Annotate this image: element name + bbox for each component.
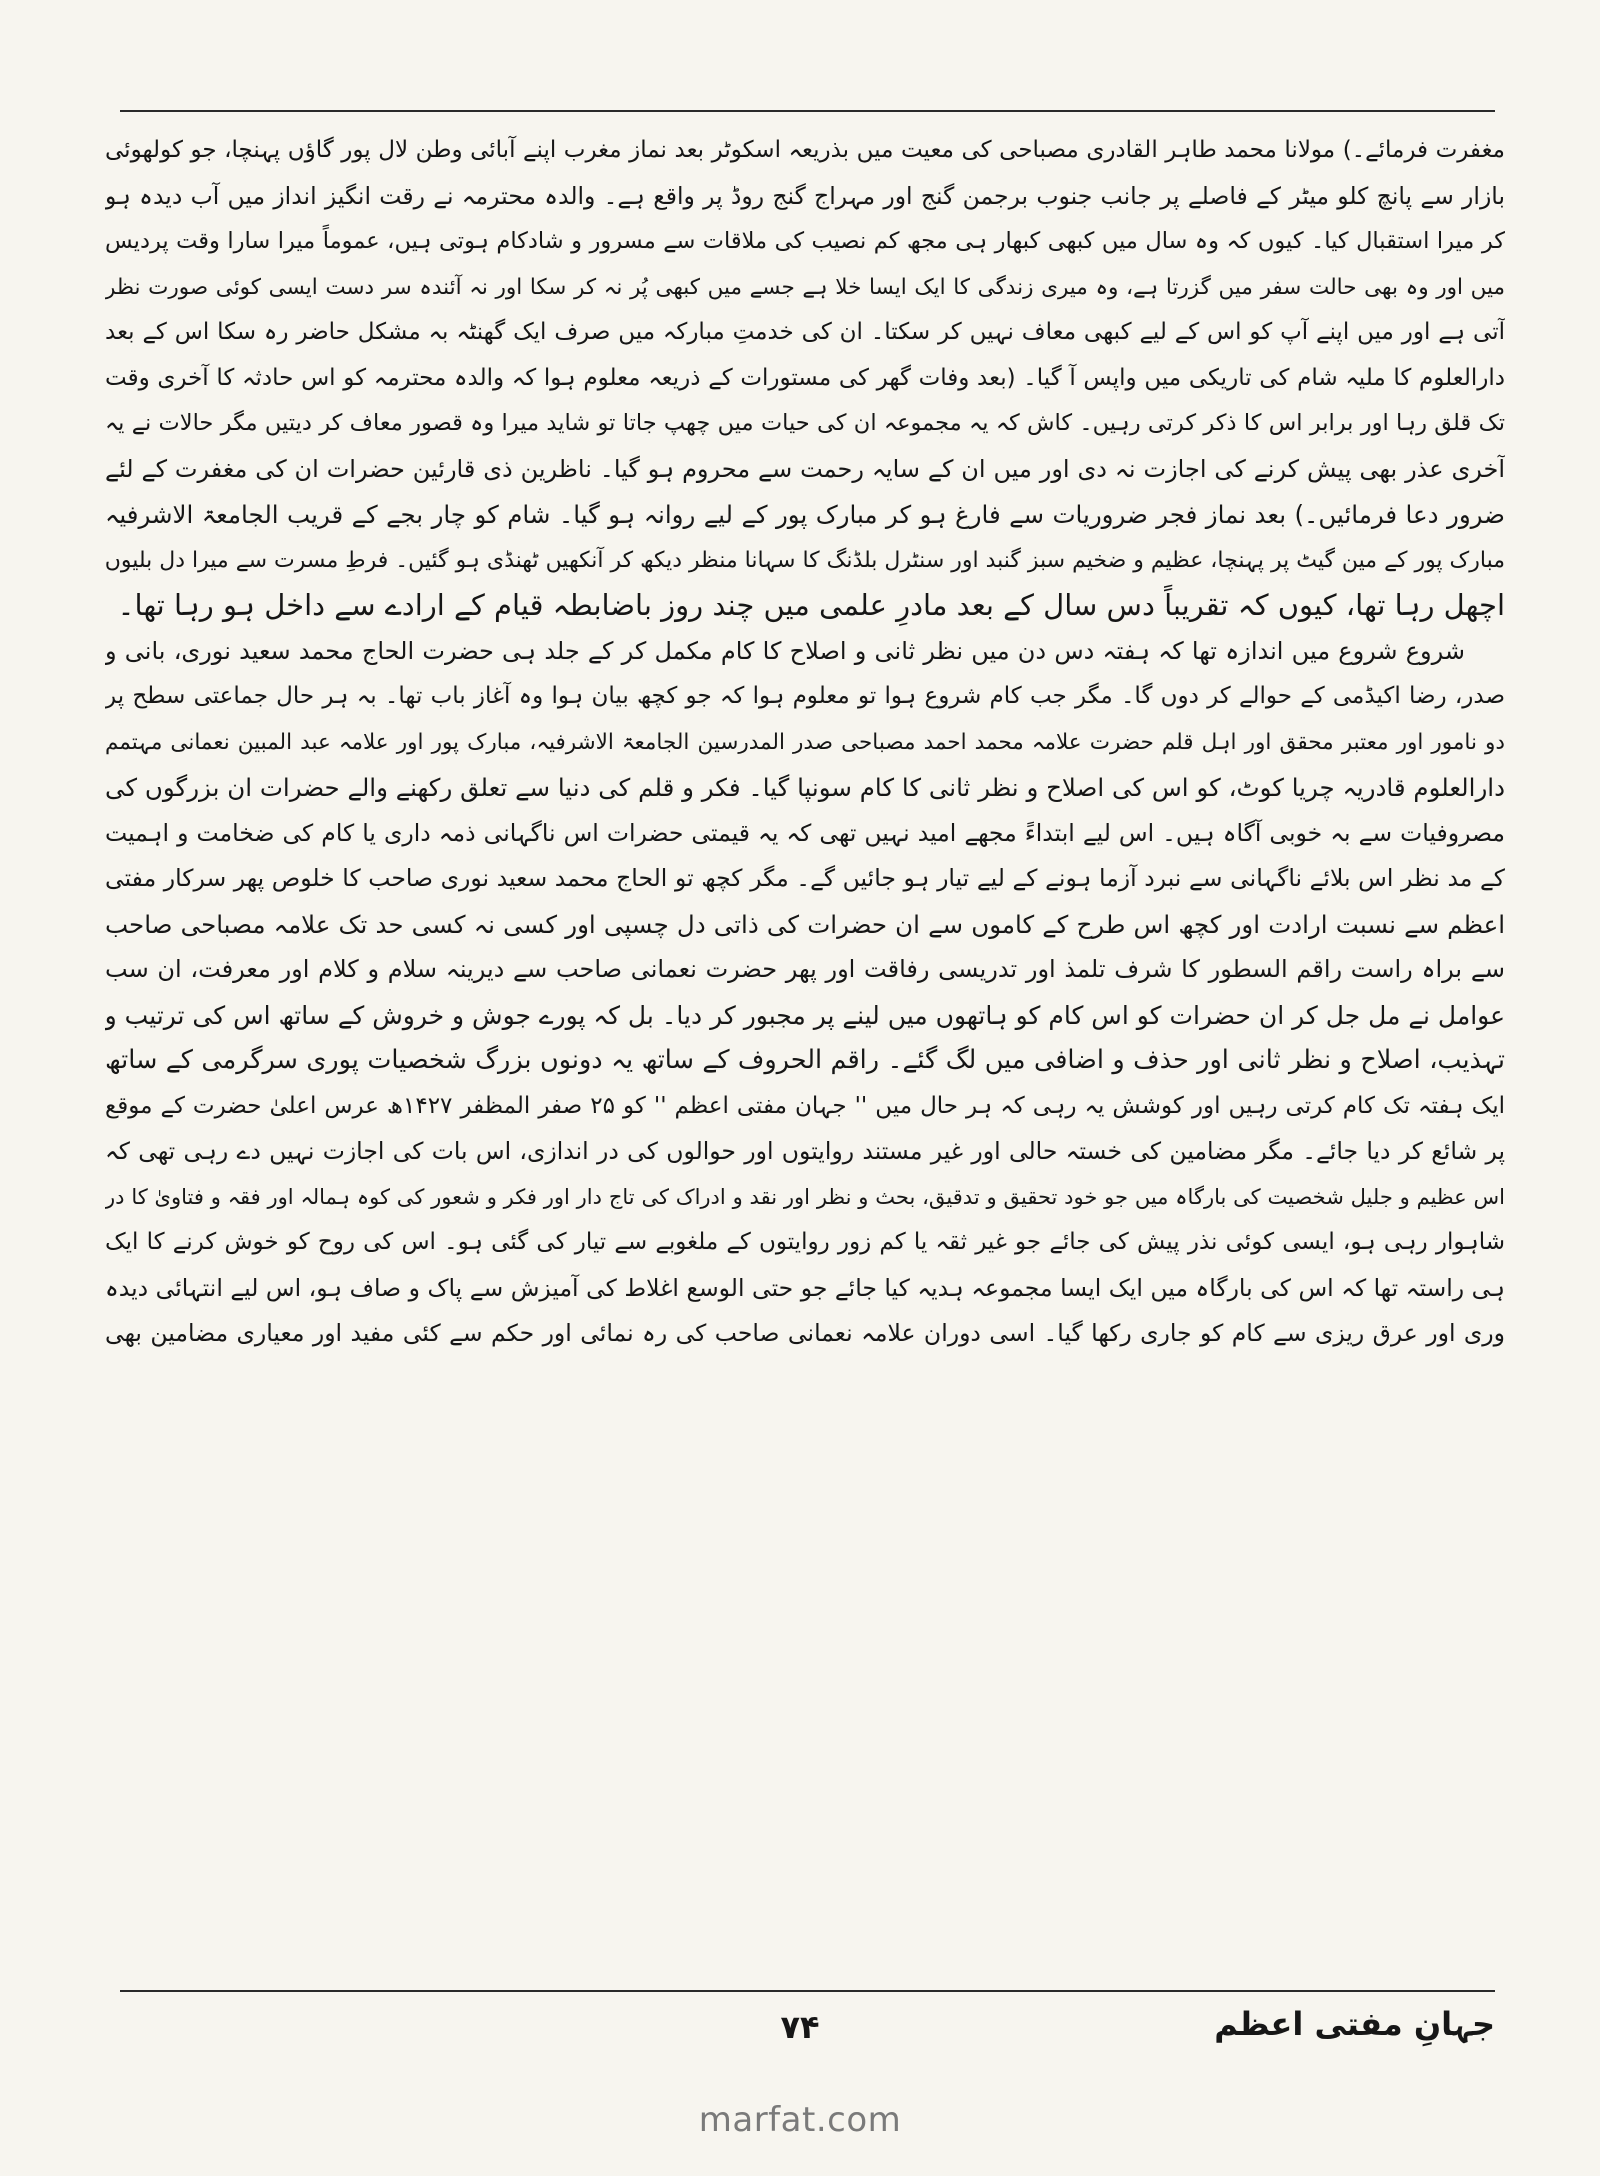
page-number: ۷۴ [780, 2008, 820, 2046]
text-line: ایک ہفتہ تک کام کرتی رہیں اور کوشش یہ رہی کہ ہر حال میں '' جہان مفتی اعظم '' کو ۲۵ صفر المظفر ۱۴۲۷ھ عرس اعلیٰ حضرت کے موقع [105, 1092, 1505, 1119]
text-line: بازار سے پانچ کلو میٹر کے فاصلے پر جانب جنوب برجمن گنج اور مہراج گنج روڈ پر واقع ہے۔ والدہ محترمہ نے رقت انگیز انداز میں آب دیدہ ہو [105, 181, 1505, 210]
body-text [105, 128, 1505, 1357]
top-rule [120, 110, 1495, 112]
text-line: کر میرا استقبال کیا۔ کیوں کہ وہ سال میں کبھی کبھار ہی مجھ کم نصیب کی ملاقات سے مسرور و شادکام ہوتی ہیں، عموماً میرا سارا وقت پردیس [105, 228, 1505, 254]
site-watermark: marfat.com [698, 2100, 902, 2140]
text-line: اعظم سے نسبت ارادت اور کچھ اس طرح کے کاموں سے ان حضرات کی ذاتی دل چسپی اور کسی نہ کسی حد تک علامہ مصباحی صاحب [105, 909, 1505, 939]
running-footer-title: جہانِ مفتی اعظم [1214, 2005, 1495, 2043]
text-line: کے مد نظر اس بلائے ناگہانی سے نبرد آزما ہونے کے لیے تیار ہو جائیں گے۔ مگر کچھ تو الحاج محمد سعید نوری صاحب کا خلوص پھر سرکار مفتی [105, 864, 1505, 892]
text-line: شاہوار رہی ہو، ایسی کوئی نذر پیش کی جائے جو غیر ثقہ یا کم زور روایتوں کے ملغوبے سے تیار کی گئی ہو۔ اس کی روح کو خوش کرنے کا ایک [105, 1229, 1505, 1255]
text-line: سے براہ راست راقم السطور کا شرف تلمذ اور تدریسی رفاقت اور پھر حضرت نعمانی صاحب سے دیرینہ سلام و کلام اور معرفت، ان سب [105, 955, 1505, 983]
text-line: میں اور وہ بھی حالت سفر میں گزرتا ہے، وہ میری زندگی کا ایک ایسا خلا ہے جسے میں کبھی پُر نہ کر سکا اور نہ آئندہ سر دست ایسی کوئی صورت نظر [105, 274, 1505, 300]
text-line: اچھل رہا تھا، کیوں کہ تقریباً دس سال کے بعد مادرِ علمی میں چند روز باضابطہ قیام کے ارادے سے داخل ہو رہا تھا۔ [117, 588, 1505, 622]
text-line: اس عظیم و جلیل شخصیت کی بارگاہ میں جو خود تحقیق و تدقیق، بحث و نظر اور نقد و ادراک کی تاج دار اور فکر و شعور کی کوہ ہمالہ اور فقہ و فتاویٰ کا در [105, 1184, 1505, 1209]
text-line: عوامل نے مل جل کر ان حضرات کو اس کام کو ہاتھوں میں لینے پر مجبور کر دیا۔ بل کہ پورے جوش و خروش کے ساتھ اس کی ترتیب و [105, 1000, 1505, 1030]
text-line: تک قلق رہا اور برابر اس کا ذکر کرتی رہیں۔ کاش کہ یہ مجموعہ ان کی حیات میں چھپ جاتا تو شاید میرا وہ قصور معاف کر دیتیں مگر حالات نے یہ [105, 410, 1505, 436]
text-line: مصروفیات سے بہ خوبی آگاہ ہیں۔ اس لیے ابتداءً مجھے امید نہیں تھی کہ یہ قیمتی حضرات اس ناگہانی ذمہ داری یا کام کی ضخامت و اہمیت [105, 818, 1505, 847]
text-line: آتی ہے اور میں اپنے آپ کو اس کے لیے کبھی معاف نہیں کر سکتا۔ ان کی خدمتِ مبارکہ میں صرف ایک گھنٹہ بہ مشکل حاضر رہ سکا اس کے بعد [105, 319, 1505, 345]
paragraph-start-line: شروع شروع میں اندازہ تھا کہ ہفتہ دس دن میں نظر ثانی و اصلاح کا کام مکمل کر کے جلد ہی حضرت الحاج محمد سعید نوری، بانی و [105, 636, 1465, 665]
text-line: دو نامور اور معتبر محقق اور اہل قلم حضرت علامہ محمد احمد مصباحی صدر المدرسین الجامعۃ الاشرفیہ، مبارک پور اور علامہ عبد المبین نعمانی مہتمم [105, 729, 1505, 755]
text-line: دارالعلوم کا ملیہ شام کی تاریکی میں واپس آ گیا۔ (بعد وفات گھر کی مستورات کے ذریعہ معلوم ہوا کہ والدہ محترمہ کو اس حادثہ کا آخری وقت [105, 364, 1505, 391]
text-line: مغفرت فرمائے۔) مولانا محمد طاہر القادری مصباحی کی معیت میں بذریعہ اسکوٹر بعد نماز مغرب اپنے آبائی وطن لال پور گاؤں پہنچا، جو کولھوئی [105, 137, 1505, 163]
text-line: دارالعلوم قادریہ چریا کوٹ، کو اس کی اصلاح و نظر ثانی کا کام سونپا گیا۔ فکر و قلم کی دنیا سے تعلق رکھنے والے حضرات ان بزرگوں کی [105, 773, 1505, 802]
text-line: مبارک پور کے مین گیٹ پر پہنچا، عظیم و ضخیم سبز گنبد اور سنٹرل بلڈنگ کا سہانا منظر دیکھ کر آنکھیں ٹھنڈی ہو گئیں۔ فرطِ مسرت سے میرا دل بلیوں [105, 547, 1505, 573]
text-line: صدر، رضا اکیڈمی کے حوالے کر دوں گا۔ مگر جب کام شروع ہوا تو معلوم ہوا کہ جو کچھ بیان ہوا وہ آغاز باب تھا۔ بہ ہر حال جماعتی سطح پر [105, 683, 1505, 709]
text-line: آخری عذر بھی پیش کرنے کی اجازت نہ دی اور میں ان کے سایہ رحمت سے محروم ہو گیا۔ ناظرین ذی قارئین حضرات ان کی مغفرت کے لئے [105, 454, 1505, 483]
text-line: ہی راستہ تھا کہ اس کی بارگاہ میں ایک ایسا مجموعہ ہدیہ کیا جائے جو حتی الوسع اغلاط کی آمیزش سے پاک و صاف ہو، اس لیے انتہائی دیدہ [105, 1273, 1505, 1302]
bottom-rule [120, 1990, 1495, 1992]
text-line: تہذیب، اصلاح و نظر ثانی اور حذف و اضافی میں لگ گئے۔ راقم الحروف کے ساتھ یہ دونوں بزرگ شخصیات پوری سرگرمی کے ساتھ [105, 1045, 1505, 1075]
text-line: ضرور دعا فرمائیں۔) بعد نماز فجر ضروریات سے فارغ ہو کر مبارک پور کے لیے روانہ ہو گیا۔ شام کو چار بجے کے قریب الجامعۃ الاشرفیہ [105, 500, 1505, 529]
text-line: وری اور عرق ریزی سے کام کو جاری رکھا گیا۔ اسی دوران علامہ نعمانی صاحب کی رہ نمائی اور حکم سے کئی مفید اور معیاری مضامین بھی [105, 1319, 1505, 1347]
text-line: پر شائع کر دیا جائے۔ مگر مضامین کی خستہ حالی اور غیر مستند روایتوں اور حوالوں کی در اندازی، اس بات کی اجازت نہیں دے رہی تھی کہ [105, 1137, 1505, 1165]
